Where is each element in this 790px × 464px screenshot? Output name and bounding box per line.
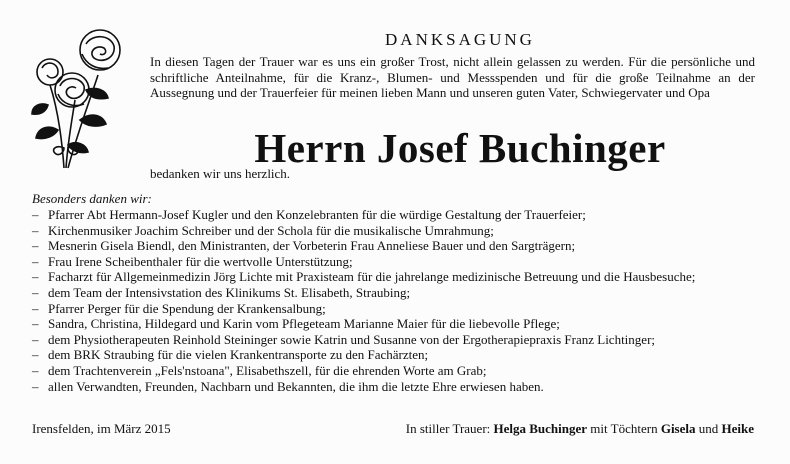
mourners-prefix: In stiller Trauer: <box>405 421 494 436</box>
mourner-name: Helga Buchinger <box>493 421 588 436</box>
special-thanks-heading: Besonders danken wir: <box>32 191 152 206</box>
thanks-line: bedanken wir uns herzlich. <box>150 166 291 181</box>
list-item: – Facharzt für Allgemeinmedizin Jörg Lichte mit Praxisteam für die jahrelange medizinische Betreuung und die Hausbesuche; <box>32 269 762 285</box>
list-item: – Mesnerin Gisela Biendl, den Ministranten, der Vorbeterin Frau Anneliese Bauer und den Sargträgern; <box>32 238 762 254</box>
notice-title: DANKSAGUNG <box>385 30 535 49</box>
rose-illustration <box>20 20 130 170</box>
list-item: – dem BRK Straubing für die vielen Krankentransporte zu den Fachärzten; <box>32 347 762 363</box>
list-item: – allen Verwandten, Freunden, Nachbarn und Bekannten, die ihm die letzte Ehre erwiesen haben. <box>32 379 762 395</box>
mourners-connector: und <box>695 421 722 436</box>
mourner-name: Heike <box>721 421 754 436</box>
list-item: – Frau Irene Scheibenthaler für die wertvolle Unterstützung; <box>32 254 762 270</box>
list-item: – dem Trachtenverein „Fels'nstoana", Elisabethszell, für die ehrenden Worte am Grab; <box>32 363 762 379</box>
mourners-connector: mit Töchtern <box>587 421 661 436</box>
mourner-name: Gisela <box>660 421 696 436</box>
intro-paragraph: In diesen Tagen der Trauer war es uns ein großer Trost, nicht allein gelassen zu werden. Für die persönliche und schriftliche Anteilnahme, für die Kranz-, Blumen- und Messspenden und für die große Teilnahme an der Aussegnung und der Trauerfeier für meinen lieben Mann und unseren guten Vater, Schwiegervater und Opa <box>150 54 755 101</box>
deceased-name: Herrn Josef Buchinger <box>254 125 666 171</box>
list-item: – Pfarrer Abt Hermann-Josef Kugler und den Konzelebranten für die würdige Gestaltung der Trauerfeier; <box>32 207 762 223</box>
place-date: Irensfelden, im März 2015 <box>32 421 171 436</box>
list-item: – Sandra, Christina, Hildegard und Karin vom Pflegeteam Marianne Maier für die liebevolle Pflege; <box>32 316 762 332</box>
list-item: – Pfarrer Perger für die Spendung der Krankensalbung; <box>32 301 762 317</box>
thanks-list <box>32 207 762 394</box>
list-item: – Kirchenmusiker Joachim Schreiber und der Schola für die musikalische Umrahmung; <box>32 223 762 239</box>
mourners-line <box>406 421 754 437</box>
list-item: – dem Physiotherapeuten Reinhold Steininger sowie Katrin und Susanne von der Ergotherapiepraxis Franz Lichtinger; <box>32 332 762 348</box>
list-item: – dem Team der Intensivstation des Klinikums St. Elisabeth, Straubing; <box>32 285 762 301</box>
